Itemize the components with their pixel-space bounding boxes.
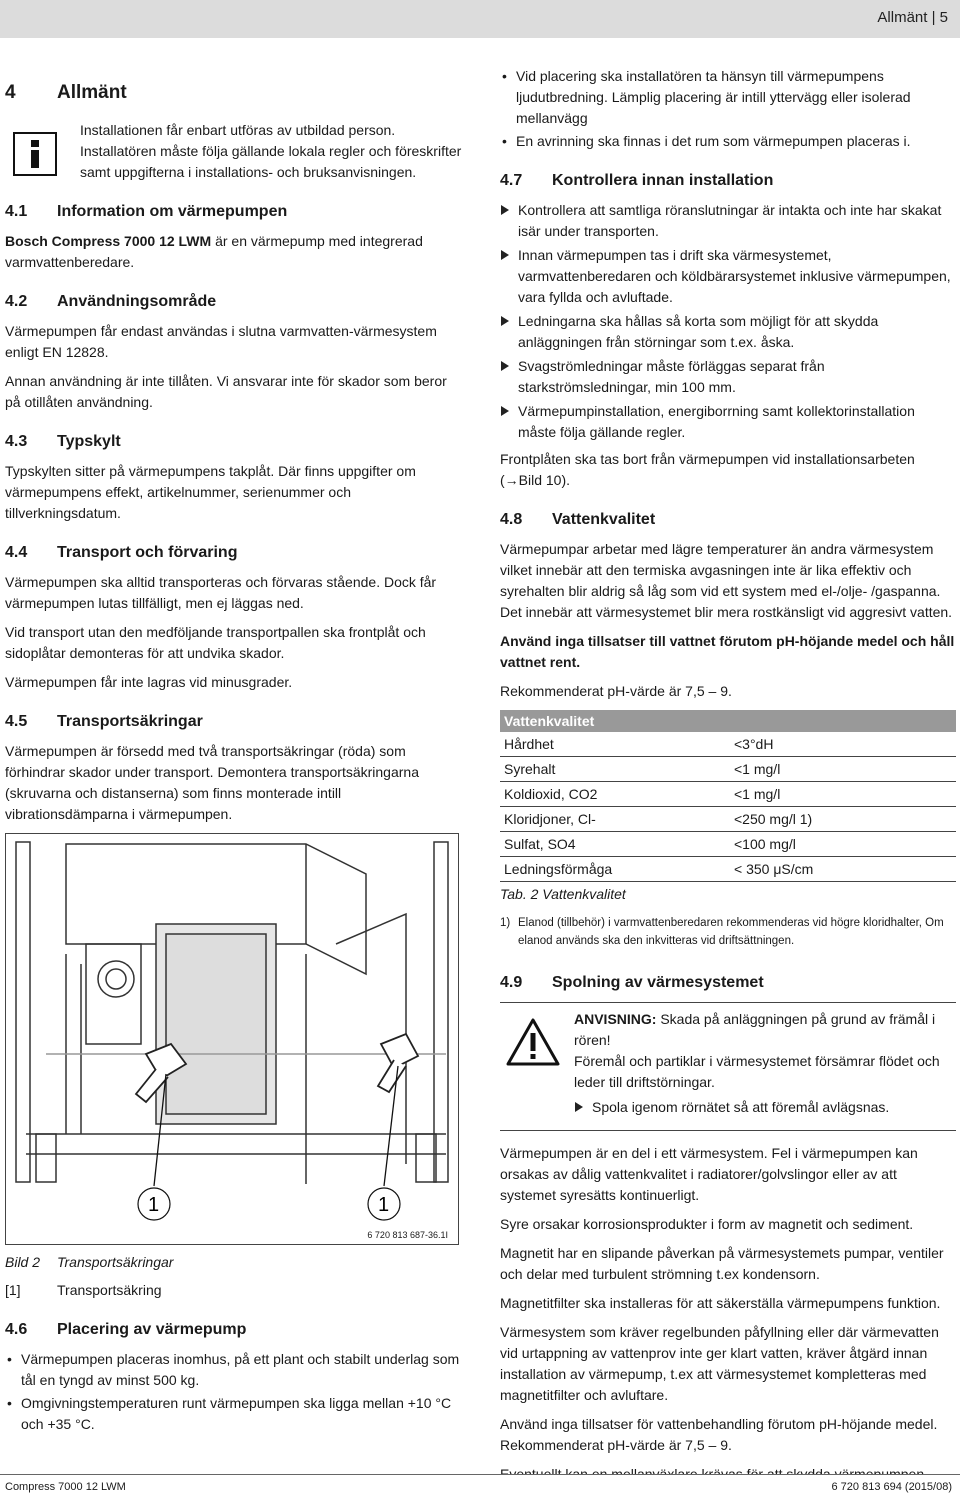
section-4-4-title: 4.4 Transport och förvaring — [5, 544, 238, 561]
section-4-1-title: 4.1 Information om värmepumpen — [5, 203, 288, 220]
right-column — [500, 66, 956, 1493]
section-4-9-p3: Magnetit har en slipande påverkan på värmesystemets pumpar, ventiler och delar med turbulent strömning t.ex kondensorn. — [500, 1245, 944, 1282]
table-footnote: 1) Elanod (tillbehör) i varmvattenberedaren rekommenderas vid högre kloridhalter, Om elanod används ska den inkvitteras vid driftsättningen. — [500, 917, 944, 947]
notice-steps — [574, 1097, 956, 1118]
notice-text: ANVISNING: Skada på anläggningen på grund av främål i rören! — [574, 1011, 936, 1048]
section-4-7-note: Frontplåten ska tas bort från värmepumpen vid installationsarbeten (→Bild 10). — [500, 451, 915, 488]
section-4-6-list — [5, 1349, 465, 1435]
notice-box — [500, 1002, 956, 1131]
header-bar — [0, 0, 960, 38]
section-4-3-p1: Typskylten sitter på värmepumpens takplåt. Där finns uppgifter om värmepumpens effekt, artikelnummer, serienummer och tillverkningsdatum. — [5, 463, 416, 521]
figure-reference: 6 720 813 687-36.1I — [367, 1230, 448, 1240]
step-item: Spola igenom rörnätet så att föremål avlägsnas. — [574, 1097, 956, 1118]
section-4-6-title: 4.6 Placering av värmepump — [5, 1321, 247, 1338]
section-4-2-title: 4.2 Användningsområde — [5, 293, 217, 310]
list-item: • Värmepumpen placeras inomhus, på ett plant och stabilt underlag som tål en tyngd av minst 500 kg. — [7, 1351, 460, 1388]
footer-docnumber: 6 720 813 694 (2015/08) — [831, 1481, 952, 1493]
section-4-2-p1: Värmepumpen får endast användas i slutna varmvatten-värmesystem enligt EN 12828. — [5, 323, 437, 360]
section-4-9-p4: Magnetitfilter ska installeras för att säkerställa värmepumpens funktion. — [500, 1295, 941, 1311]
section-4-7-title: 4.7 Kontrollera innan installation — [500, 172, 774, 189]
notice-p2: Föremål och partiklar i värmesystemet försämrar flödet och leder till driftstörningar. — [574, 1053, 940, 1090]
section-4-5-title: 4.5 Transportsäkringar — [5, 713, 203, 730]
table-row: Ledningsförmåga < 350 μS/cm — [500, 857, 956, 882]
section-4-8-p2: Rekommenderat pH-värde är 7,5 – 9. — [500, 683, 732, 699]
section-4-1-text: Bosch Compress 7000 12 LWM är en värmepump med integrerad varmvattenberedare. — [5, 233, 423, 270]
step-item: Svagströmledningar måste förläggas separat från starkströmsledningar, min 100 mm. — [500, 356, 956, 398]
section-4-9-p1: Värmepumpen är en del i ett värmesystem. Fel i värmepumpen kan orsakas av dålig vattenkvalitet i radiatorer/golvslingor eller av att systemet syresätts kontinuerligt. — [500, 1145, 918, 1203]
table-row: Koldioxid, CO2 <1 mg/l — [500, 782, 956, 807]
section-4-8-title: 4.8 Vattenkvalitet — [500, 511, 656, 528]
section-4-4-p3: Värmepumpen får inte lagras vid minusgrader. — [5, 674, 293, 690]
step-item: Kontrollera att samtliga röranslutningar är intakta och inte har skakat isär under transporten. — [500, 200, 956, 242]
warning-icon — [506, 1017, 560, 1067]
arrow-icon — [501, 406, 509, 416]
heat-pump-drawing — [6, 834, 458, 1244]
info-icon — [13, 132, 57, 176]
table-row: Sulfat, SO4 <100 mg/l — [500, 832, 956, 857]
info-box — [5, 120, 465, 183]
section-4-8-p1: Värmepumpar arbetar med lägre temperaturer än andra värmesystem vilket innebär att den termiska avgasningen inte är lika effektiv och syrehalten blir aldrig så låg som vid ett system med el-/olje- /gaspanna. Det innebär att värmesystemet blir mera rostkänsligt vid aggresivt vatten. — [500, 541, 953, 620]
section-4-7-steps — [500, 200, 956, 443]
section-4-3-title: 4.3 Typskylt — [5, 433, 121, 450]
arrow-icon — [501, 361, 509, 371]
section-4-4-p2: Vid transport utan den medföljande transportpallen ska frontplåt och sidoplåtar demonteras för att undvika skador. — [5, 624, 426, 661]
list-item: • En avrinning ska finnas i det rum som värmepumpen placeras i. — [502, 133, 911, 149]
placement-list — [500, 66, 956, 152]
left-column — [5, 60, 465, 1443]
section-4-2-p2: Annan användning är inte tillåten. Vi ansvarar inte för skador som beror på otillåten användning. — [5, 373, 447, 410]
section-4-8-bold: Använd inga tillsatser till vattnet förutom pH-höjande medel och håll vattnet rent. — [500, 633, 955, 670]
section-4-9-p6: Använd inga tillsatser för vattenbehandling förutom pH-höjande medel. Rekommenderat pH-värde är 7,5 – 9. — [500, 1416, 938, 1453]
transport-lock-figure — [5, 833, 459, 1245]
step-item: Innan värmepumpen tas i drift ska värmesystemet, varmvattenberedaren och köldbärarsystemet inklusive värmepumpen, vara fyllda och avluftade. — [500, 245, 956, 308]
section-4-9-p2: Syre orsakar korrosionsprodukter i form av magnetit och sediment. — [500, 1216, 914, 1232]
table-row: Kloridjoner, Cl- <250 mg/l 1) — [500, 807, 956, 832]
step-item: Värmepumpinstallation, energiborrning samt kollektorinstallation måste följa gällande regler. — [500, 401, 956, 443]
figure-legend: [1] Transportsäkring — [5, 1282, 162, 1298]
water-quality-table — [500, 710, 956, 882]
list-item: • Omgivningstemperaturen runt värmepumpen ska ligga mellan +10 °C och +35 °C. — [7, 1395, 452, 1432]
section-4-9-p5: Värmesystem som kräver regelbunden påfyllning eller där värmevatten vid urtappning av vattenprov inte ger klart vatten, kräver åtgärd innan installation av värmepump, t.ex att värmesystemet kompletteras med magnetitfilter och avluftare. — [500, 1324, 939, 1403]
footer-product: Compress 7000 12 LWM — [5, 1481, 126, 1493]
section-4-9-title: 4.9 Spolning av värmesystemet — [500, 974, 764, 991]
arrow-icon — [501, 250, 509, 260]
arrow-icon — [501, 205, 509, 215]
arrow-icon — [501, 316, 509, 326]
chapter-title: 4 Allmänt — [5, 82, 127, 103]
figure-marker-1a: 1 — [148, 1194, 160, 1216]
step-item: Ledningarna ska hållas så korta som möjligt för att skydda anläggningen från störningar som t.ex. åska. — [500, 311, 956, 353]
info-text: Installationen får enbart utföras av utbildad person. Installatören måste följa gällande lokala regler och föreskrifter samt uppgifterna i installations- och bruksanvisningen. — [80, 122, 462, 180]
table-row: Hårdhet <3°dH — [500, 732, 956, 757]
figure-caption: Bild 2 Transportsäkringar — [5, 1254, 174, 1270]
table-caption: Tab. 2 Vattenkvalitet — [500, 886, 626, 902]
table-header: Vattenkvalitet — [500, 710, 956, 732]
section-4-5-p1: Värmepumpen är försedd med två transportsäkringar (röda) som förhindrar skador under transport. Demontera transportsäkringarna (skruvarna och distanserna) som finns monterade intill vibrationsdämparna i värmepumpen. — [5, 743, 419, 822]
list-item: • Vid placering ska installatören ta hänsyn till värmepumpens ljudutbredning. Lämplig placering är intill yttervägg eller isolerad mellanvägg — [502, 68, 911, 126]
table-row: Syrehalt <1 mg/l — [500, 757, 956, 782]
figure-marker-1b: 1 — [378, 1194, 390, 1216]
page-header: Allmänt | 5 — [877, 9, 948, 26]
section-4-4-p1: Värmepumpen ska alltid transporteras och förvaras stående. Dock får värmepumpen lutas tillfälligt, men ej läggas ned. — [5, 574, 437, 611]
arrow-icon — [575, 1102, 583, 1112]
page-footer — [0, 1474, 960, 1501]
